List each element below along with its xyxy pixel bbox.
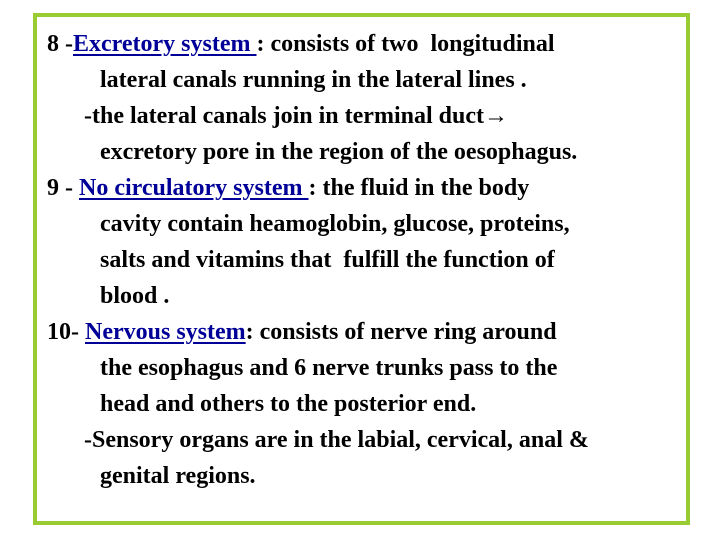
item-text-line: salts and vitamins that fulfill the function of [100,247,555,273]
item-text: : consists of two longitudinal [256,31,555,57]
item-text: : consists of nerve ring around [245,319,557,345]
slide-frame [33,13,690,525]
item-text-line: excretory pore in the region of the oesophagus. [100,139,578,165]
item-text-line: head and others to the posterior end. [100,391,477,417]
item-heading-line [47,170,680,206]
no-circulatory-system-link[interactable]: No circulatory system [79,175,309,201]
item-heading-line [47,26,680,62]
item-text-line: genital regions. [100,463,256,489]
item-heading-line [47,314,680,350]
item-text-line: -Sensory organs are in the labial, cervical, anal & [84,427,589,453]
item-number: 10- [47,319,85,345]
item-text-line: cavity contain heamoglobin, glucose, proteins, [100,211,570,237]
item-number: 8 - [47,31,73,57]
slide-content [47,26,680,494]
item-excretory-system [47,26,680,170]
item-circulatory-system [47,170,680,314]
item-text-line: -the lateral canals join in terminal duct→ [84,103,508,129]
item-text-line: blood . [100,283,170,309]
item-number: 9 - [47,175,79,201]
nervous-system-link[interactable]: Nervous system [85,319,246,345]
item-text-line: lateral canals running in the lateral lines . [100,67,527,93]
excretory-system-link[interactable]: Excretory system [73,31,257,57]
item-nervous-system [47,314,680,494]
item-text: : the fluid in the body [308,175,530,201]
item-text-line: the esophagus and 6 nerve trunks pass to the [100,355,558,381]
